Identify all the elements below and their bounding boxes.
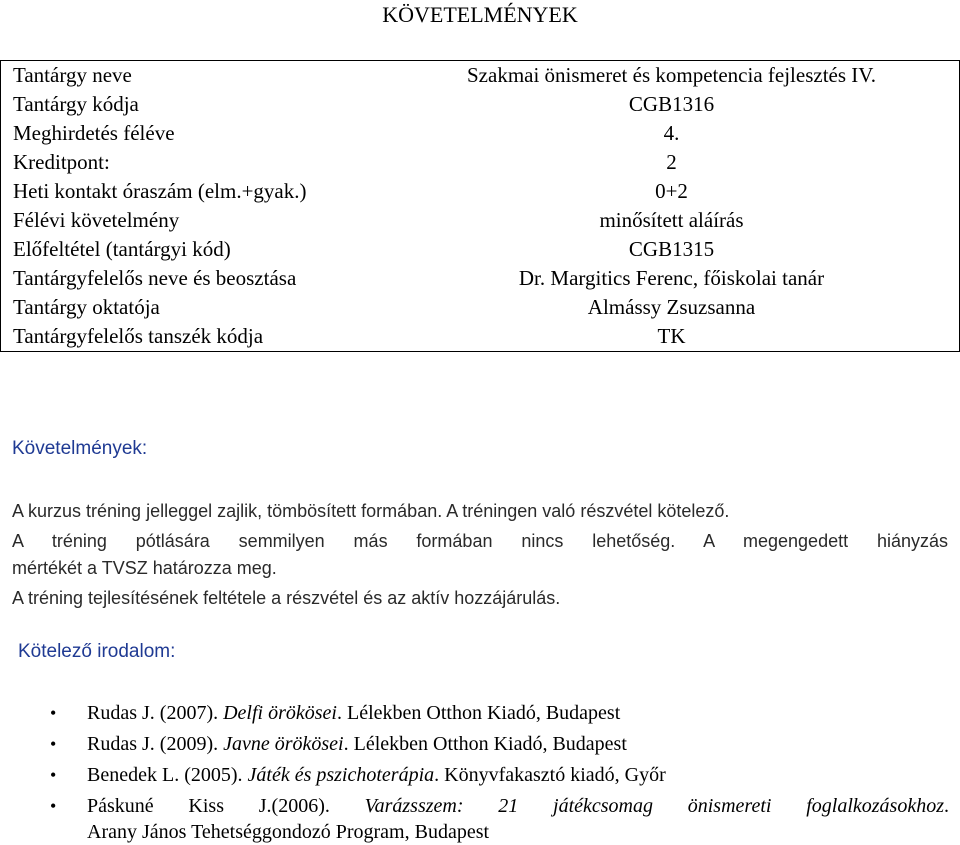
list-item [0,762,960,788]
reference-title: Delfi örökösei [223,702,337,724]
info-value: TK [657,324,686,348]
info-row-department [1,322,959,351]
requirements-paragraph-line: A kurzus tréning jelleggel zajlik, tömbösített formában. A tréningen való részvétel kötelező. [12,501,730,521]
list-item [0,793,960,845]
reference-title: Játék és pszichoterápia [247,764,435,786]
info-value: Dr. Margitics Ferenc, főiskolai tanár [518,266,825,290]
info-label: Tantárgy neve [13,63,132,87]
info-row-responsible [1,264,959,293]
info-row-course-code [1,90,959,119]
list-item [0,700,960,726]
requirements-paragraph-line: mértékét a TVSZ határozza meg. [12,558,277,578]
info-label: Kreditpont: [13,150,110,174]
info-value: 2 [666,150,677,174]
info-label: Félévi követelmény [13,208,180,232]
info-label: Heti kontakt óraszám (elm.+gyak.) [13,179,307,203]
reference-text: Rudas J. (2009). Javne örökösei. Lélekben Otthon Kiadó, Budapest [87,733,627,755]
reference-title: Varázsszem: 21 játékcsomag önismereti foglalkozásokhoz [364,795,944,817]
info-label: Tantárgy oktatója [13,295,160,319]
info-label: Tantárgy kódja [13,92,139,116]
reference-title: Javne örökösei [223,733,344,755]
bullet-icon: • [50,734,57,754]
requirements-paragraph-line: A tréning tejlesítésének feltétele a részvétel és az aktív hozzájárulás. [12,588,561,608]
info-value: CGB1316 [628,92,715,116]
info-label: Tantárgyfelelős neve és beosztása [13,266,297,290]
info-label: Előfeltétel (tantárgyi kód) [13,237,231,261]
requirements-paragraph-line: A tréning pótlására semmilyen más formában nincs lehetőség. A megengedett hiányzás [12,531,948,551]
info-value: Szakmai önismeret és kompetencia fejlesztés IV. [467,63,876,87]
reference-continuation: Arany János Tehetséggondozó Program, Budapest [87,821,490,843]
course-info-table [0,60,960,352]
document-title: KÖVETELMÉNYEK [382,2,578,27]
info-value: Almássy Zsuzsanna [587,295,756,319]
bullet-icon: • [50,703,57,723]
info-row-credits [1,148,959,177]
info-row-semester [1,119,959,148]
info-row-course-name [1,61,959,90]
reference-text: Benedek L. (2005). Játék és pszichoterápia. Könyvfakasztó kiadó, Győr [87,764,666,786]
info-row-weekly-hours [1,177,959,206]
info-value: CGB1315 [628,237,715,261]
info-row-instructor [1,293,959,322]
bullet-icon: • [50,796,57,816]
reference-text: Rudas J. (2007). Delfi örökösei. Lélekben Otthon Kiadó, Budapest [87,702,621,724]
bullet-icon: • [50,765,57,785]
info-value: 4. [663,121,680,145]
literature-heading: Kötelező irodalom: [18,641,176,662]
info-value: minősített aláírás [599,208,744,232]
info-label: Meghirdetés féléve [13,121,175,145]
info-value: 0+2 [655,179,688,203]
reference-text: Páskuné Kiss J.(2006). Varázsszem: 21 játékcsomag önismereti foglalkozásokhoz. Arany János Tehetséggondozó Program, Budapest [87,795,949,843]
info-row-prerequisite [1,235,959,264]
list-item [0,731,960,757]
literature-list [0,700,960,845]
requirements-heading: Követelmények: [12,438,148,459]
info-label: Tantárgyfelelős tanszék kódja [13,324,264,348]
info-row-requirement [1,206,959,235]
